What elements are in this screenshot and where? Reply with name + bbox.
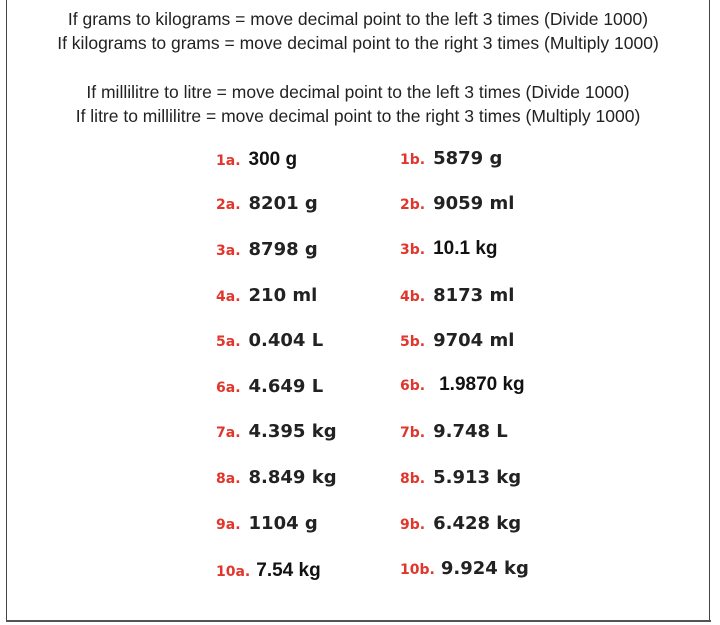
question-label: 10b. [400, 562, 435, 578]
question-label: 3a. [216, 243, 241, 259]
mass-conversion-rules [6, 7, 710, 55]
question-label: 2b. [400, 197, 426, 213]
question-label: 3b. [400, 242, 426, 258]
rule-litre-to-millilitre: If litre to millilitre = move decimal point to the right 3 times (Multiply 1000) [75, 106, 641, 126]
question-label: 1a. [216, 153, 241, 169]
bottom-divider [6, 620, 711, 622]
question-value: 300 g [248, 149, 298, 170]
question-value: 9.748 L [433, 421, 508, 442]
question-label: 8a. [216, 471, 241, 487]
question-value: 1104 g [248, 513, 318, 534]
question-label: 4a. [216, 289, 241, 305]
question-value: 9059 ml [433, 193, 515, 214]
question-10b [400, 558, 529, 579]
question-label: 4b. [400, 289, 426, 305]
question-1b [400, 148, 502, 169]
question-2a [216, 193, 318, 214]
question-label: 9b. [400, 517, 426, 533]
question-label: 9a. [216, 517, 241, 533]
question-value: 4.395 kg [248, 421, 337, 442]
question-6a [216, 376, 323, 397]
question-value: 1.9870 kg [439, 374, 525, 395]
question-10a [216, 560, 321, 582]
volume-conversion-rules [6, 80, 710, 128]
question-6b [400, 374, 525, 396]
question-label: 6a. [216, 380, 241, 396]
question-value: 5.913 kg [433, 467, 522, 488]
rule-kilograms-to-grams: If kilograms to grams = move decimal point to the right 3 times (Multiply 1000) [57, 33, 659, 53]
question-value: 9.924 kg [440, 558, 529, 579]
rule-millilitre-to-litre: If millilitre to litre = move decimal point to the left 3 times (Divide 1000) [86, 82, 630, 102]
question-label: 7b. [400, 425, 426, 441]
question-label: 7a. [216, 425, 241, 441]
question-value: 8201 g [248, 193, 318, 214]
question-3b [400, 238, 498, 260]
question-1a [216, 149, 297, 171]
question-2b [400, 193, 514, 214]
question-value: 210 ml [248, 285, 318, 306]
question-8b [400, 467, 521, 488]
question-value: 10.1 kg [433, 238, 498, 259]
question-label: 8b. [400, 471, 426, 487]
question-3a [216, 239, 318, 260]
question-value: 8798 g [248, 239, 318, 260]
question-label: 10a. [216, 564, 251, 580]
question-9a [216, 513, 318, 534]
question-4a [216, 285, 317, 306]
question-value: 5879 g [433, 148, 503, 169]
question-7b [400, 421, 508, 442]
question-value: 7.54 kg [256, 560, 321, 581]
question-value: 9704 ml [433, 330, 515, 351]
question-5b [400, 330, 514, 351]
rule-grams-to-kilograms: If grams to kilograms = move decimal point to the left 3 times (Divide 1000) [67, 9, 649, 29]
question-label: 5b. [400, 334, 426, 350]
question-label: 1b. [400, 152, 426, 168]
question-7a [216, 421, 337, 442]
question-label: 2a. [216, 197, 241, 213]
question-4b [400, 285, 514, 306]
question-label: 6b. [400, 378, 426, 394]
question-value: 4.649 L [248, 376, 324, 397]
question-9b [400, 513, 521, 534]
question-8a [216, 467, 337, 488]
question-5a [216, 330, 323, 351]
question-value: 0.404 L [248, 330, 324, 351]
question-value: 8173 ml [433, 285, 515, 306]
question-label: 5a. [216, 334, 241, 350]
question-value: 8.849 kg [248, 467, 337, 488]
question-value: 6.428 kg [433, 513, 522, 534]
